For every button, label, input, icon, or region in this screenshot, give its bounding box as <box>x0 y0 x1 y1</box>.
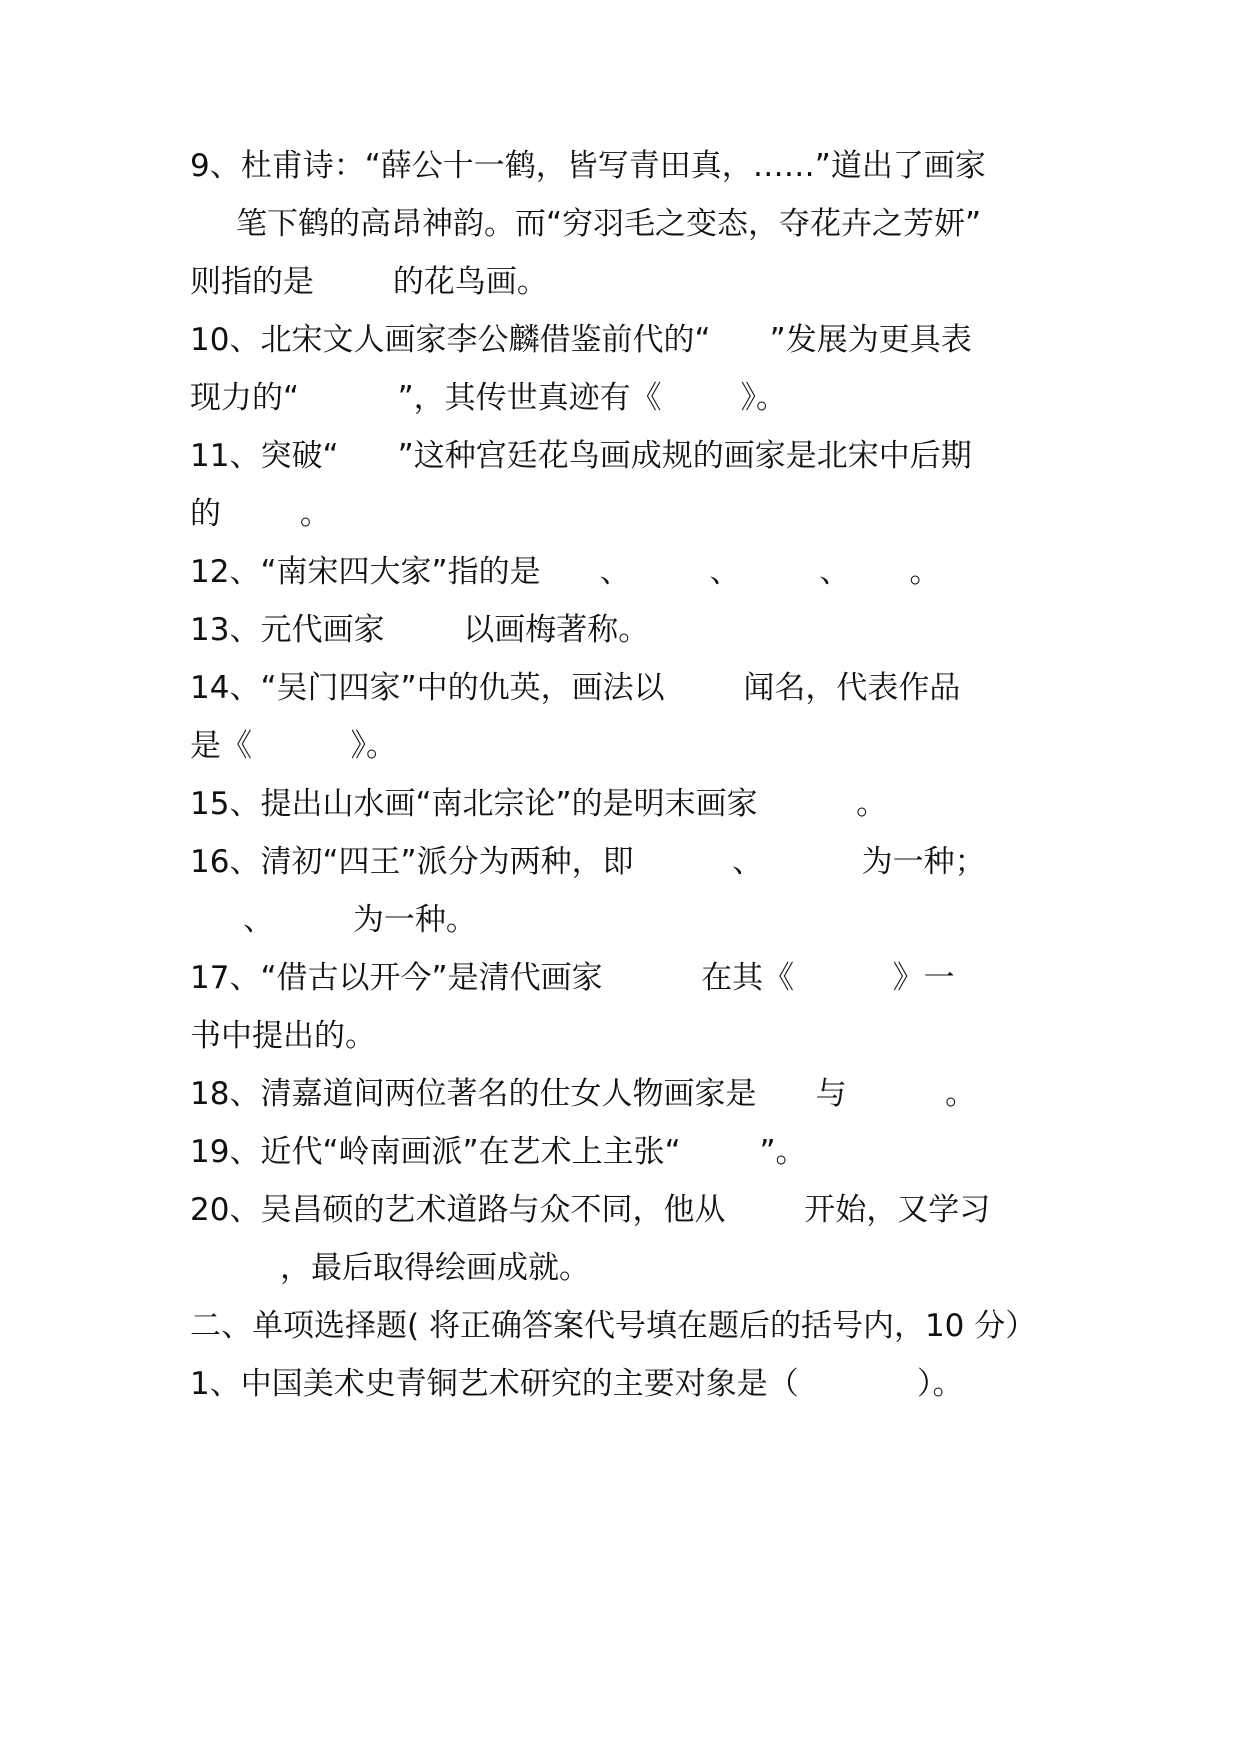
question-13: 13、元代画家 以画梅著称。 <box>190 612 650 648</box>
question-17-line-2: 书中提出的。 <box>190 1018 376 1054</box>
question-15: 15、提出山水画“南北宗论”的是明末画家 。 <box>190 786 888 822</box>
question-9-line-1: 9、杜甫诗：“薛公十一鹤，皆写青田真，……”道出了画家 <box>190 148 986 184</box>
question-16-line-1: 16、清初“四王”派分为两种，即 、 为一种； <box>190 844 986 880</box>
question-11-line-2: 的 。 <box>190 496 331 532</box>
question-14-line-2: 是《 》。 <box>190 728 398 764</box>
question-17-line-1: 17、“借古以开今”是清代画家 在其《 》一 <box>190 960 955 996</box>
question-20-line-1: 20、吴昌硕的艺术道路与众不同，他从 开始，又学习 <box>190 1192 991 1228</box>
choice-question-1: 1、中国美术史青铜艺术研究的主要对象是（ ）。 <box>190 1366 964 1402</box>
question-11-line-1: 11、突破“ ”这种宫廷花鸟画成规的画家是北宋中后期 <box>190 438 972 474</box>
question-10-line-2: 现力的“ ”，其传世真迹有《 》。 <box>190 380 787 416</box>
question-16-line-2: 、 为一种。 <box>243 902 477 938</box>
section-2-heading: 二、单项选择题( 将正确答案代号填在题后的括号内，10 分） <box>190 1308 1037 1344</box>
question-20-line-2: ，最后取得绘画成就。 <box>280 1250 590 1286</box>
question-12: 12、“南宋四大家”指的是 、 、 、 。 <box>190 554 941 590</box>
question-9-line-2: 笔下鹤的高昂神韵。而“穷羽毛之变态，夺花卉之芳妍” <box>236 206 982 242</box>
question-10-line-1: 10、北宋文人画家李公麟借鉴前代的“ ”发展为更具表 <box>190 322 972 358</box>
question-9-line-3: 则指的是 的花鸟画。 <box>190 264 548 300</box>
question-19: 19、近代“岭南画派”在艺术上主张“ ”。 <box>190 1134 807 1170</box>
question-18: 18、清嘉道间两位著名的仕女人物画家是 与 。 <box>190 1076 977 1112</box>
question-14-line-1: 14、“吴门四家”中的仇英，画法以 闻名，代表作品 <box>190 670 961 706</box>
